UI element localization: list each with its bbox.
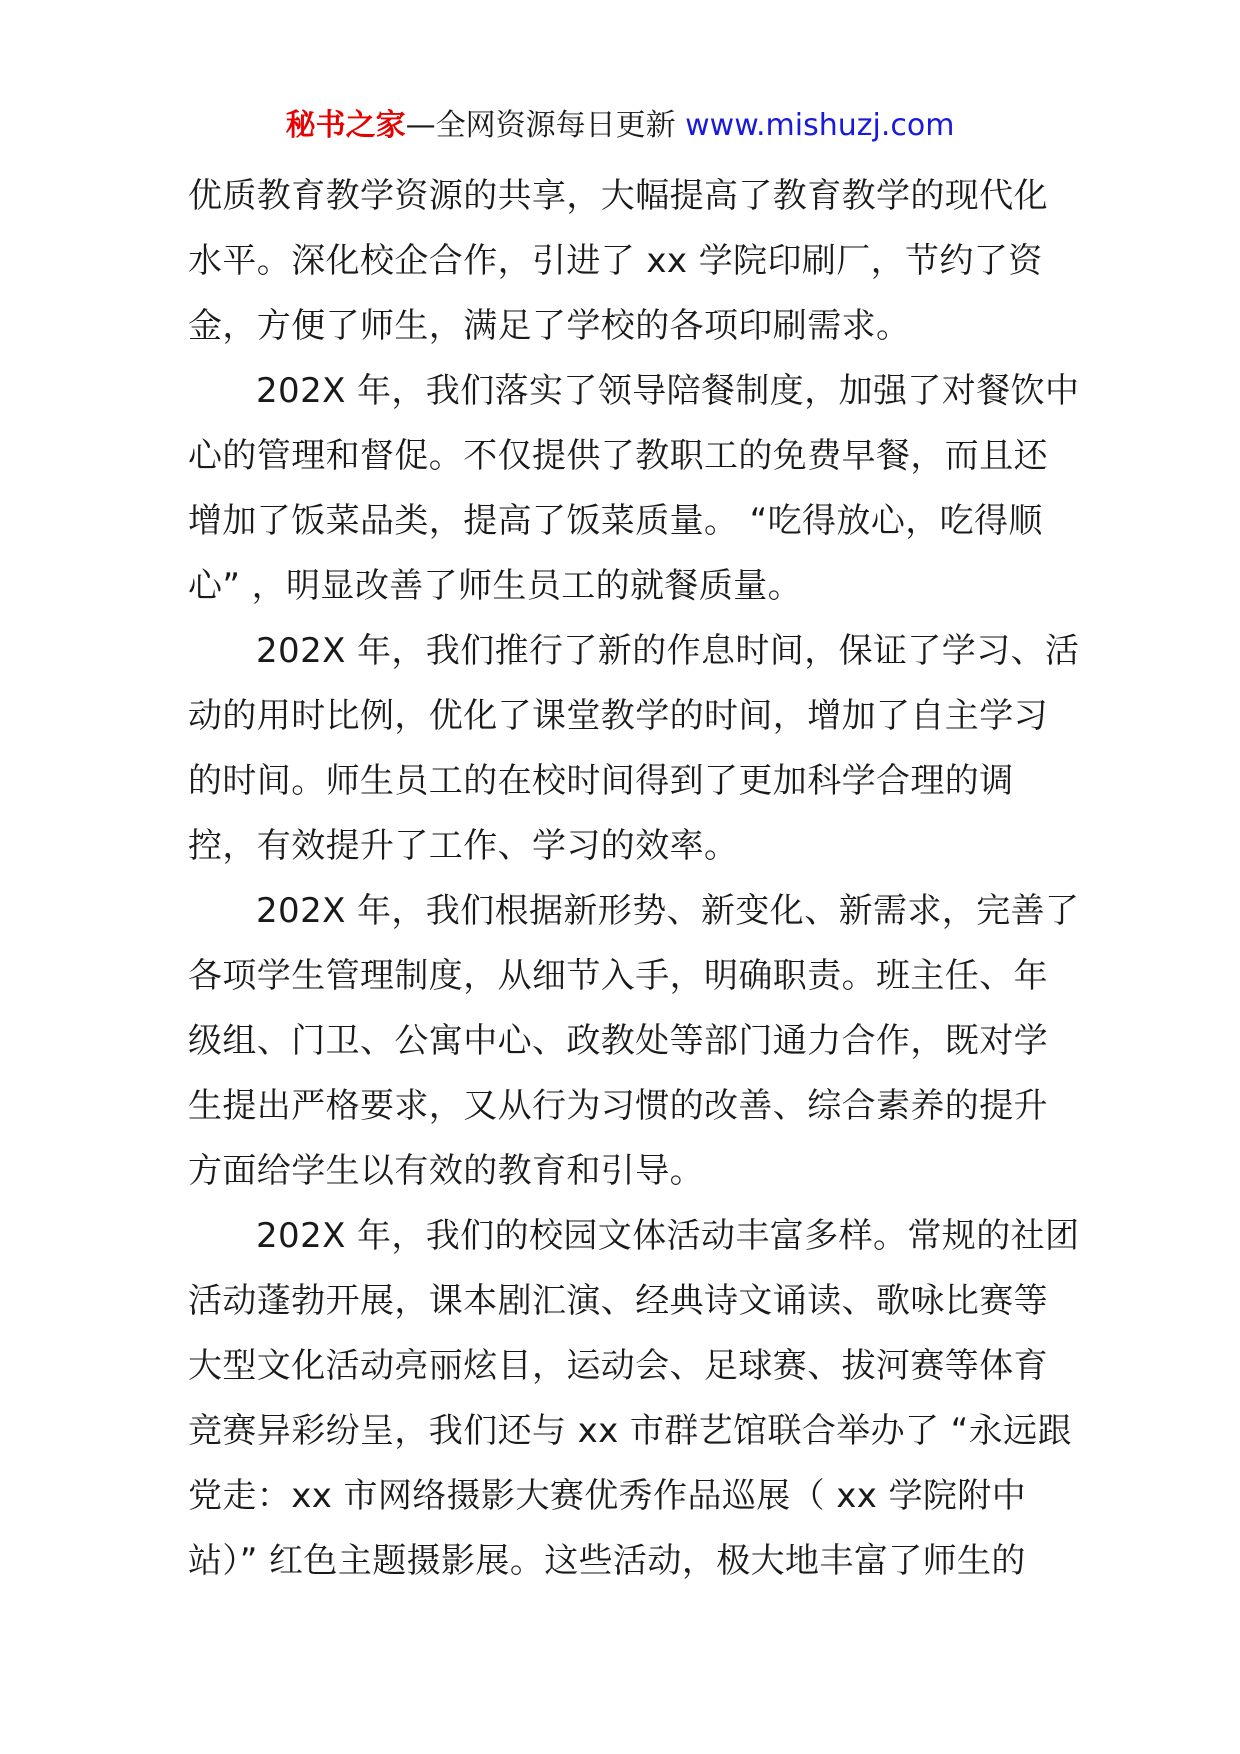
document-body: [188, 164, 1080, 1594]
paragraph-start-line: 202X 年，我们推行了新的作息时间，保证了学习、活: [256, 631, 1080, 671]
text-line: 各项学生管理制度，从细节入手，明确职责。班主任、年: [188, 956, 1048, 996]
brand-name: 秘书之家: [285, 108, 406, 143]
text-line: 动的用时比例，优化了课堂教学的时间，增加了自主学习: [188, 696, 1048, 736]
text-line: 站）” 红色主题摄影展。这些活动，极大地丰富了师生的: [188, 1541, 1026, 1581]
paragraph-start-line: 202X 年，我们的校园文体活动丰富多样。常规的社团: [256, 1216, 1080, 1256]
text-line: 方面给学生以有效的教育和引导。: [188, 1151, 704, 1191]
text-line: 优质教育教学资源的共享，大幅提高了教育教学的现代化: [188, 176, 1048, 216]
text-line: 水平。深化校企合作，引进了 xx 学院印刷厂，节约了资: [188, 241, 1043, 281]
text-line: 的时间。师生员工的在校时间得到了更加科学合理的调: [188, 761, 1014, 801]
text-line: 党走：xx 市网络摄影大赛优秀作品巡展（ xx 学院附中: [188, 1476, 1027, 1516]
text-line: 大型文化活动亮丽炫目，运动会、足球赛、拔河赛等体育: [188, 1346, 1048, 1386]
paragraph-start-line: 202X 年，我们落实了领导陪餐制度，加强了对餐饮中: [256, 371, 1080, 411]
header-tagline: —全网资源每日更新: [405, 108, 686, 143]
text-line: 心” ，明显改善了师生员工的就餐质量。: [188, 566, 803, 606]
text-line: 金，方便了师生，满足了学校的各项印刷需求。: [188, 306, 911, 346]
paragraph-start-line: 202X 年，我们根据新形势、新变化、新需求，完善了: [256, 891, 1080, 931]
page-header: [0, 104, 1240, 148]
text-line: 生提出严格要求，又从行为习惯的改善、综合素养的提升: [188, 1086, 1048, 1126]
text-line: 级组、门卫、公寓中心、政教处等部门通力合作，既对学: [188, 1021, 1048, 1061]
site-url-link[interactable]: www.mishuzj.com: [685, 108, 955, 143]
text-line: 增加了饭菜品类，提高了饭菜质量。 “吃得放心，吃得顺: [188, 501, 1043, 541]
text-line: 竞赛异彩纷呈，我们还与 xx 市群艺馆联合举办了 “永远跟: [188, 1411, 1072, 1451]
text-line: 控，有效提升了工作、学习的效率。: [188, 826, 739, 866]
text-line: 活动蓬勃开展，课本剧汇演、经典诗文诵读、歌咏比赛等: [188, 1281, 1048, 1321]
text-line: 心的管理和督促。不仅提供了教职工的免费早餐，而且还: [188, 436, 1048, 476]
